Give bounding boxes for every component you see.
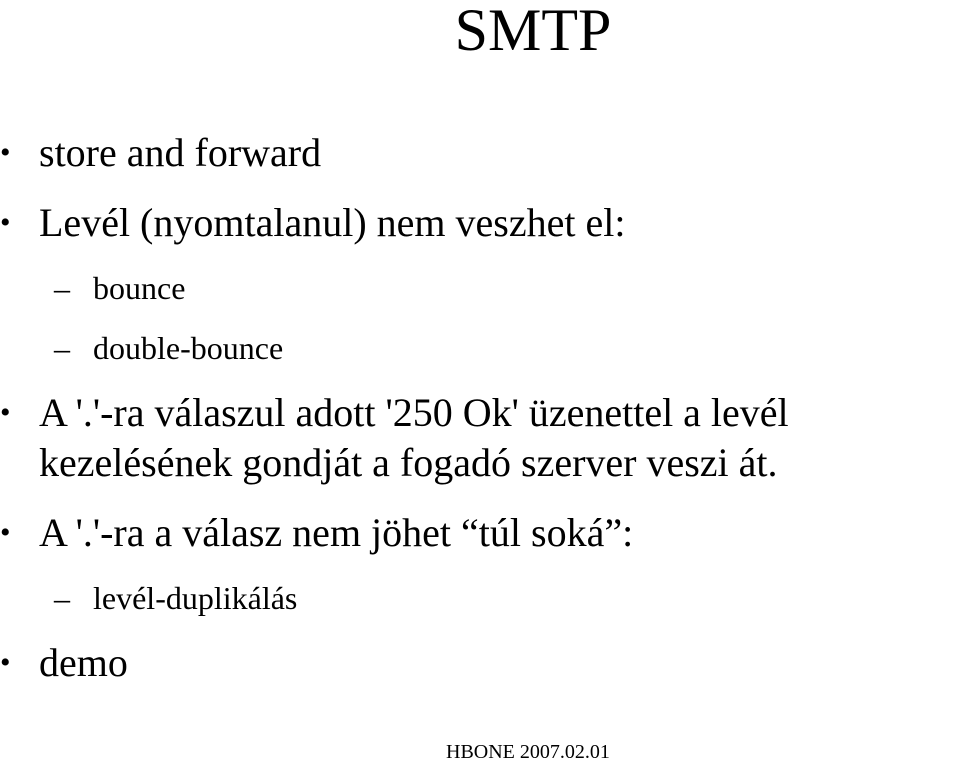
sub-item-text: double-bounce	[93, 330, 284, 366]
bullet-text: Levél (nyomtalanul) nem veszhet el:	[39, 200, 626, 245]
bullet-text-line: kezelésének gondját a fogadó szerver veszi át.	[39, 440, 778, 485]
bullet-icon: •	[0, 206, 11, 239]
bullet-list	[0, 128, 960, 688]
sub-item	[0, 578, 960, 618]
bullet-text: A '.'-ra a válasz nem jöhet “túl soká”:	[39, 510, 634, 555]
bullet-item	[0, 128, 960, 178]
bullet-item	[0, 198, 960, 248]
sub-item-text: levél-duplikálás	[93, 580, 298, 616]
slide-footer: HBONE 2007.02.01	[446, 741, 610, 763]
bullet-text-line: A '.'-ra válaszul adott '250 Ok' üzenettel a levél	[39, 390, 789, 435]
sub-item-text: bounce	[93, 270, 186, 306]
bullet-text: store and forward	[39, 130, 322, 175]
dash-icon: –	[54, 330, 70, 366]
bullet-item	[0, 388, 960, 488]
slide-title: SMTP	[454, 0, 612, 63]
dash-icon: –	[54, 580, 70, 616]
bullet-icon: •	[0, 396, 11, 429]
bullet-text: demo	[39, 640, 128, 685]
bullet-icon: •	[0, 516, 11, 549]
bullet-icon: •	[0, 646, 11, 679]
bullet-item	[0, 638, 960, 688]
sub-item	[0, 268, 960, 308]
bullet-item	[0, 508, 960, 558]
sub-item	[0, 328, 960, 368]
bullet-icon: •	[0, 136, 11, 169]
dash-icon: –	[54, 270, 70, 306]
